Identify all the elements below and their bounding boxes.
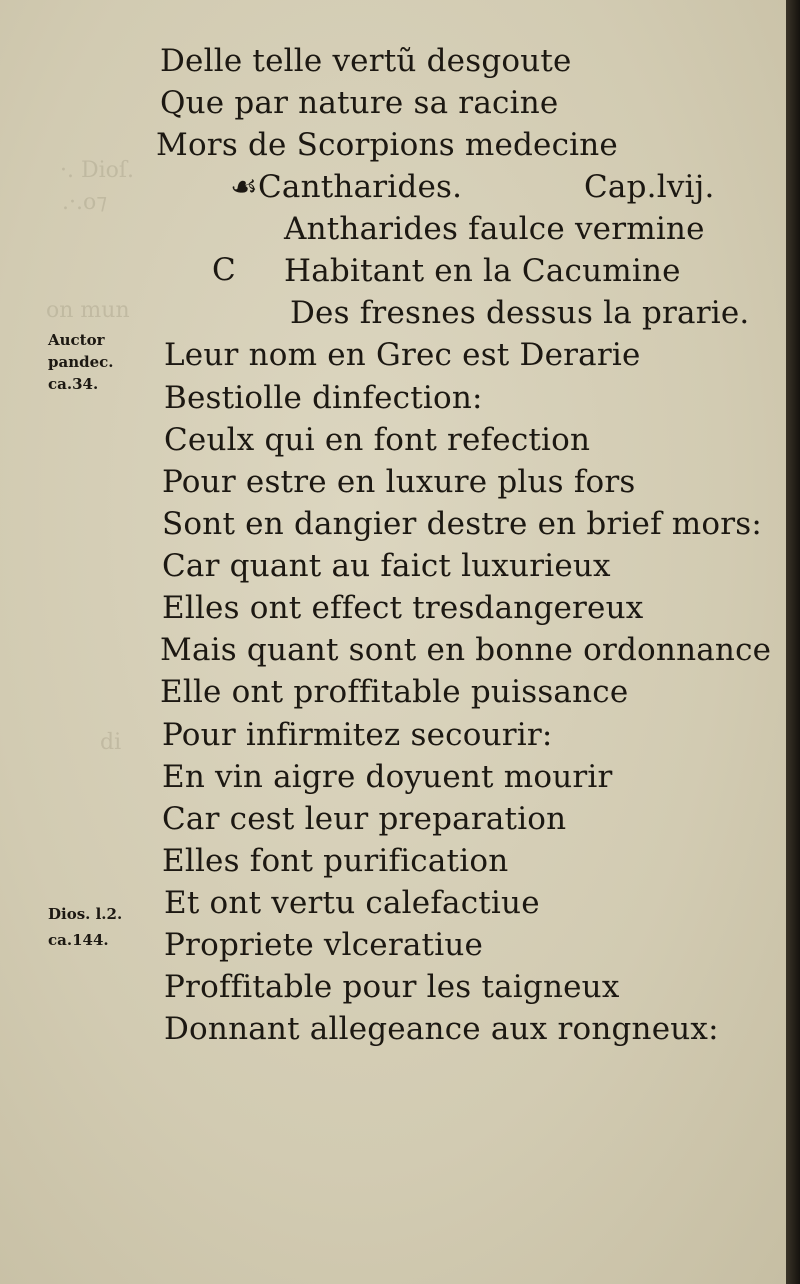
verse-line-22: Proffitable pour les taigneux (164, 969, 620, 1005)
show-through-text: ·. Dioſ. (60, 158, 135, 183)
verse-line-20: Et ont vertu calefactiue (164, 885, 540, 921)
show-through-text: di (100, 730, 122, 755)
verse-line-1: Delle telle vertũ desgoute (160, 43, 572, 79)
verse-line-23: Donnant allegeance aux rongneux: (164, 1011, 719, 1047)
verse-line-17: En vin aigre doyuent mourir (162, 759, 613, 795)
verse-line-6: Des fresnes dessus la prarie. (290, 295, 750, 331)
margin-note-dios: Dios. l.2. (48, 905, 123, 923)
page-edge-binding (786, 0, 800, 1284)
show-through-text: .·.o⁊ (62, 190, 108, 215)
verse-line-19: Elles font purification (162, 843, 509, 879)
verse-line-10: Pour estre en luxure plus fors (162, 464, 636, 500)
chapter-heading: ☙Cantharides. (230, 169, 463, 205)
verse-line-11: Sont en dangier destre en brief mors: (162, 506, 763, 542)
verse-line-14: Mais quant sont en bonne ordonnance (160, 632, 772, 668)
margin-note-pandec: pandec. (48, 353, 114, 371)
verse-line-3: Mors de Scorpions medecine (156, 127, 618, 163)
margin-note-ca34: ca.34. (48, 375, 99, 393)
verse-line-9: Ceulx qui en font refection (164, 422, 591, 458)
margin-note-auctor: Auctor (48, 331, 105, 349)
verse-line-12: Car quant au faict luxurieux (162, 548, 611, 584)
show-through-text: on mun (46, 298, 130, 323)
margin-note-ca144: ca.144. (48, 931, 109, 949)
chapter-number: Cap.lvij. (584, 169, 715, 205)
verse-line-15: Elle ont proffitable puissance (160, 674, 629, 710)
verse-line-16: Pour infirmitez secourir: (162, 717, 553, 753)
verse-line-7: Leur nom en Grec est Derarie (164, 337, 641, 373)
initial-letter: C (212, 252, 236, 288)
verse-line-8: Bestiolle dinfection: (164, 380, 483, 416)
verse-line-18: Car cest leur preparation (162, 801, 567, 837)
verse-line-5: Habitant en la Cacumine (284, 253, 681, 289)
verse-line-4: Antharides faulce vermine (284, 211, 705, 247)
verse-line-2: Que par nature sa racine (160, 85, 559, 121)
verse-line-21: Propriete vlceratiue (164, 927, 484, 963)
verse-line-13: Elles ont effect tresdangereux (162, 590, 644, 626)
